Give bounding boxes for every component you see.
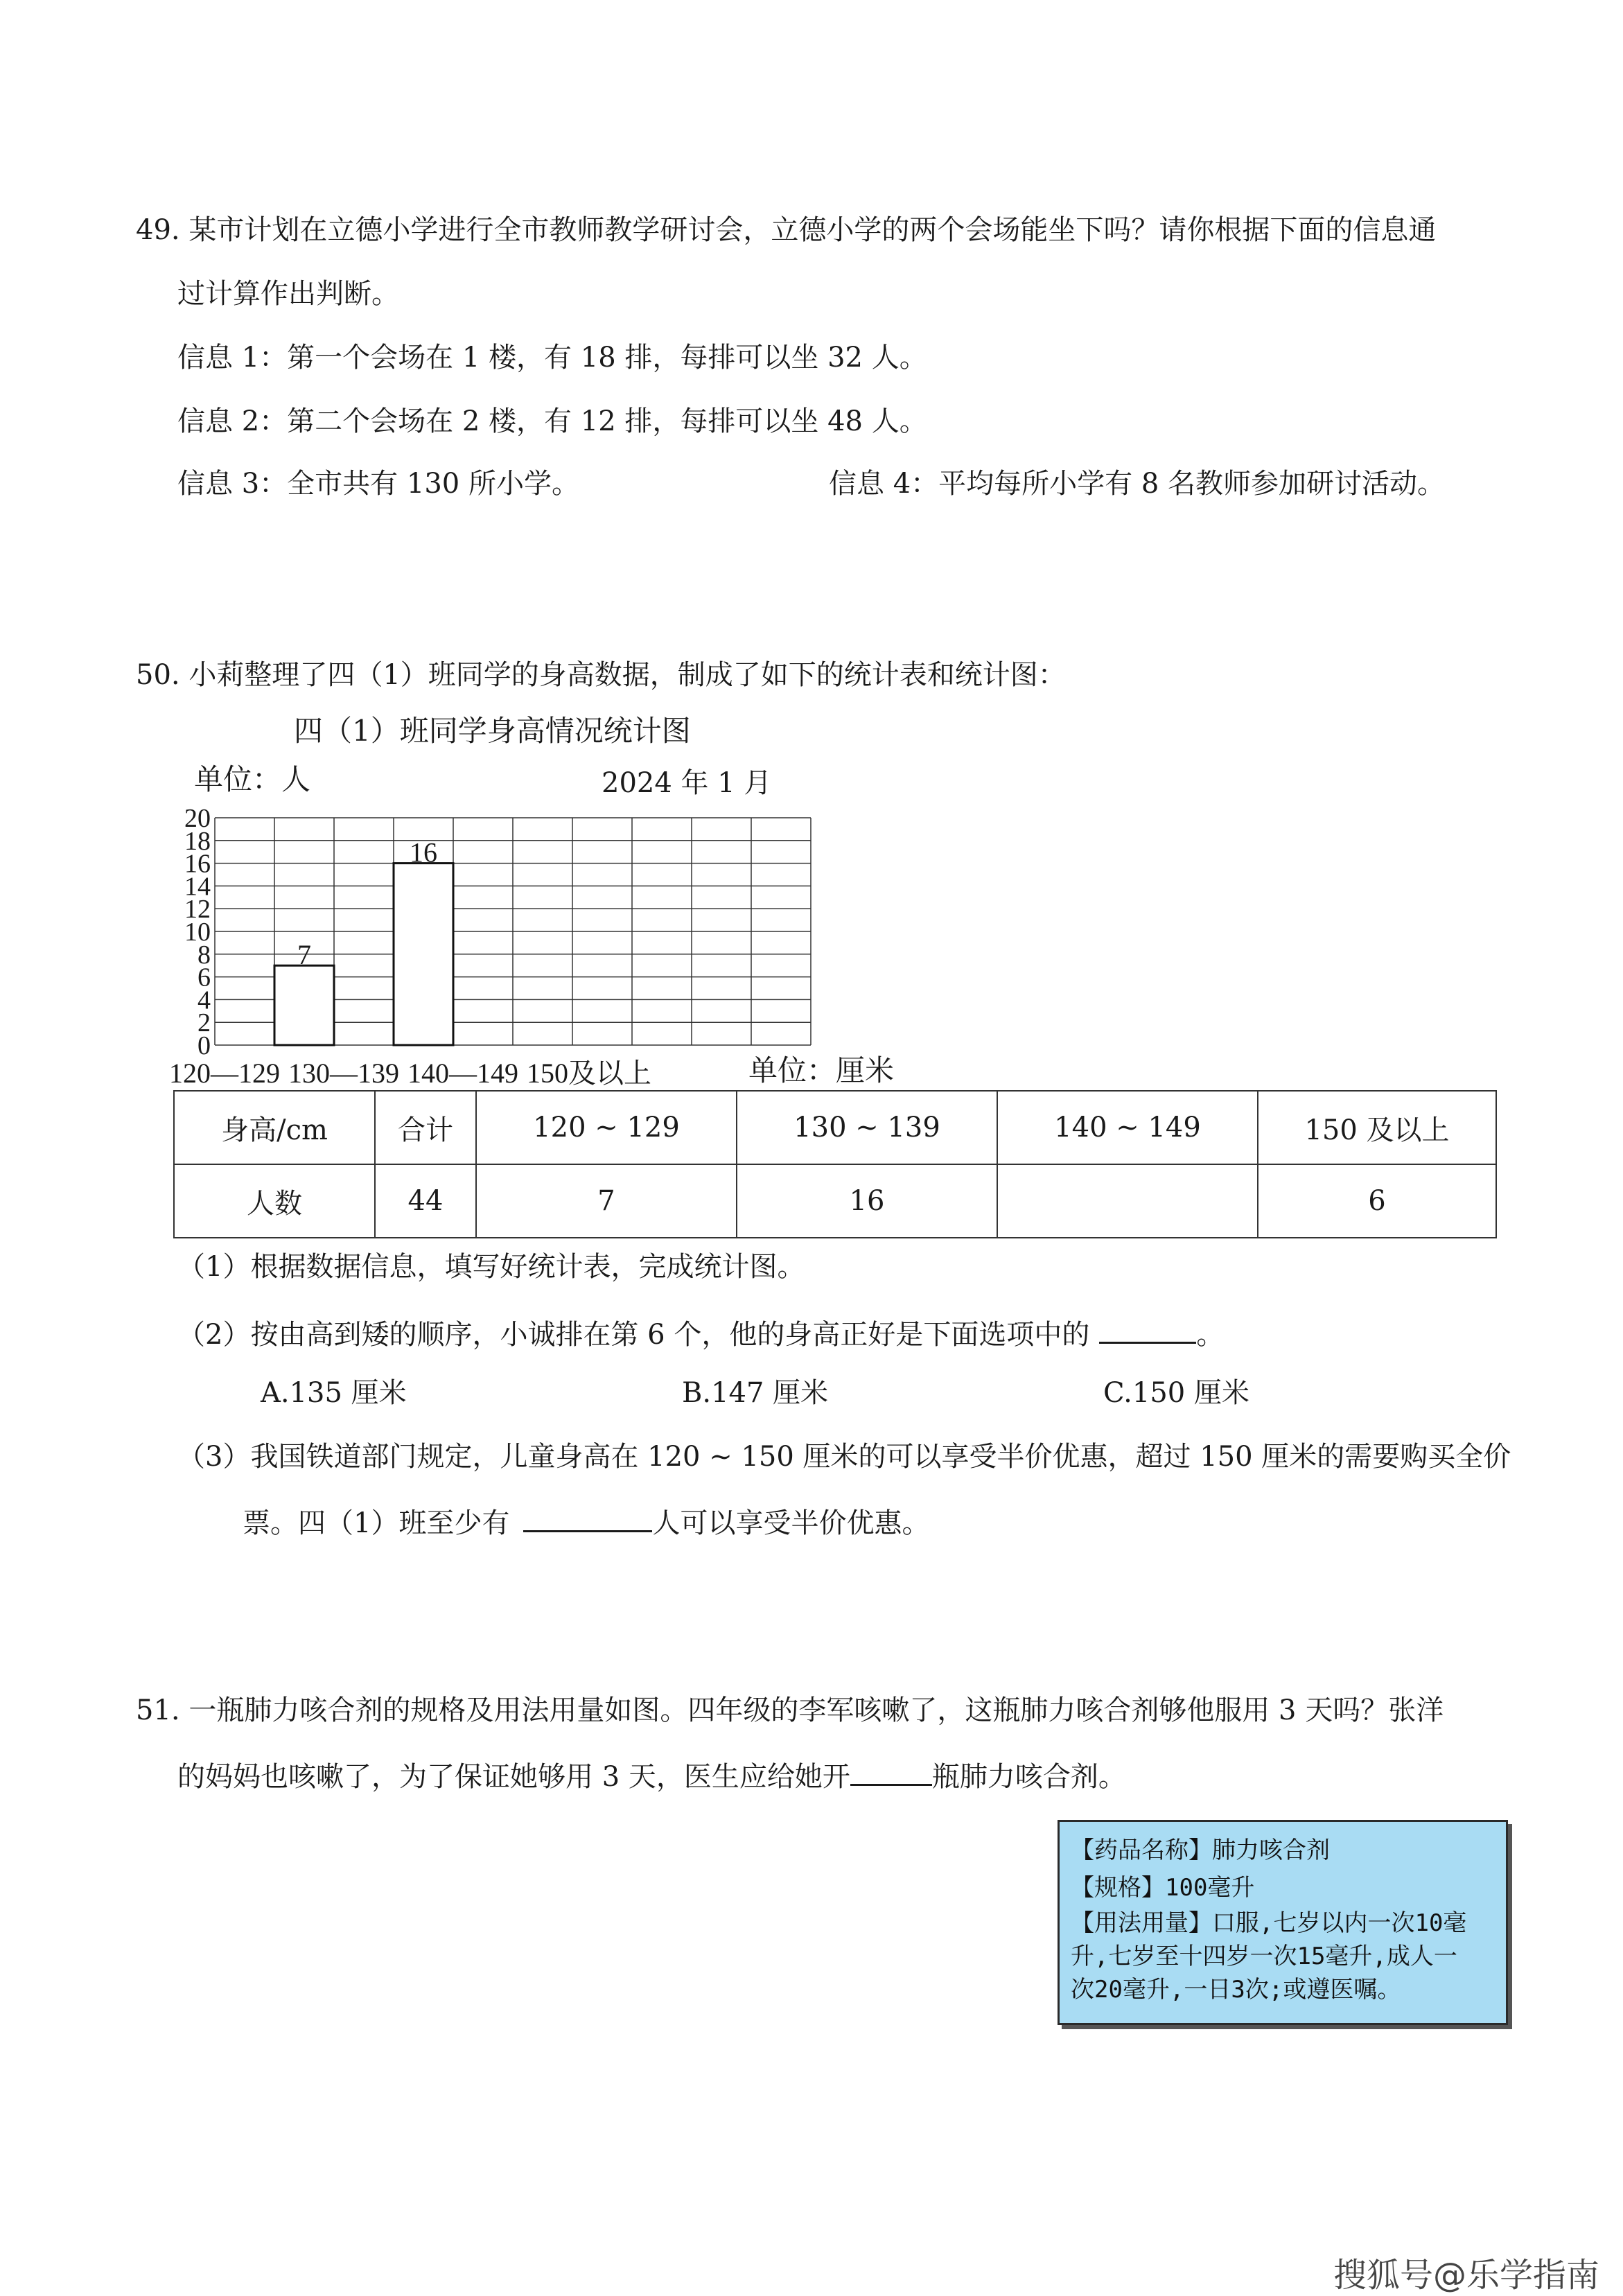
q49-info2: 信息 2：第二个会场在 2 楼，有 12 排，每排可以坐 48 人。 [177, 405, 927, 437]
q49-info1: 信息 1：第一个会场在 1 楼，有 18 排，每排可以坐 32 人。 [177, 342, 927, 374]
table-cell: 140 ~ 149 [997, 1091, 1258, 1164]
table-header-row [174, 1091, 1496, 1164]
y-tick-label: 2 [198, 1008, 211, 1038]
table-cell: 6 [1258, 1164, 1496, 1238]
option-a: A.135 厘米 [261, 1377, 407, 1409]
bar-2 [394, 864, 453, 1045]
q50-sub3-line2 [243, 1505, 929, 1537]
q49-line1: 49. 某市计划在立德小学进行全市教师教学研讨会，立德小学的两个会场能坐下吗？请你根据下面的信息通 [136, 214, 1437, 246]
q50-sub3-text: 票。四（1）班至少有 [243, 1507, 510, 1539]
q50-sub3-end: 人可以享受半价优惠。 [652, 1507, 930, 1539]
q49-info3: 信息 3：全市共有 130 所小学。 [177, 468, 579, 500]
x-category-label: 130—139 [288, 1058, 399, 1089]
q50-sub2 [177, 1317, 1224, 1349]
q50-sub1: （1）根据数据信息，填写好统计表，完成统计图。 [177, 1251, 805, 1283]
q51-line2-end: 瓶肺力咳合剂。 [931, 1761, 1126, 1793]
table-cell: 身高/cm [174, 1091, 375, 1164]
medicine-usage-2: 升,七岁至十四岁一次15毫升,成人一 [1071, 1943, 1457, 1970]
q51-line2-text: 的妈妈也咳嗽了，为了保证她够用 3 天，医生应给她开 [177, 1761, 850, 1793]
table-cell: 7 [476, 1164, 737, 1238]
y-tick-label: 16 [184, 849, 211, 879]
height-stat-table [173, 1090, 1497, 1238]
bar-data-label: 7 [297, 939, 311, 971]
x-category-label: 140—149 [407, 1058, 518, 1089]
answer-blank[interactable] [850, 1759, 932, 1786]
q50-intro: 50. 小莉整理了四（1）班同学的身高数据，制成了如下的统计表和统计图： [136, 659, 1066, 691]
option-b: B.147 厘米 [682, 1377, 829, 1409]
table-row [174, 1164, 1496, 1238]
watermark: 搜狐号@乐学指南 [1333, 2256, 1600, 2295]
medicine-usage-1: 【用法用量】口服,七岁以内一次10毫 [1071, 1909, 1467, 1937]
medicine-usage-3: 次20毫升,一日3次;或遵医嘱。 [1071, 1976, 1401, 2004]
medicine-label-card [1058, 1820, 1508, 2025]
table-cell: 120 ~ 129 [476, 1091, 737, 1164]
table-cell: 44 [375, 1164, 476, 1238]
chart-x-unit-label: 单位：厘米 [748, 1053, 895, 1087]
table-cell-blank[interactable] [997, 1164, 1258, 1238]
y-tick-label: 18 [184, 826, 211, 856]
option-c: C.150 厘米 [1103, 1377, 1249, 1409]
y-tick-label: 6 [198, 963, 211, 992]
x-category-label: 150及以上 [527, 1058, 651, 1089]
table-cell: 150 及以上 [1258, 1091, 1496, 1164]
medicine-spec: 【规格】100毫升 [1071, 1874, 1255, 1902]
y-tick-label: 20 [184, 804, 211, 833]
table-cell: 合计 [375, 1091, 476, 1164]
q49-line2: 过计算作出判断。 [177, 278, 399, 310]
y-tick-label: 12 [184, 895, 211, 924]
q50-sub3-line1: （3）我国铁道部门规定，儿童身高在 120 ~ 150 厘米的可以享受半价优惠，超过 150 厘米的需要购买全价 [177, 1441, 1511, 1473]
table-cell: 130 ~ 139 [737, 1091, 997, 1164]
answer-blank[interactable] [1099, 1317, 1196, 1344]
x-category-label: 120—129 [169, 1058, 280, 1089]
y-tick-label: 0 [198, 1031, 211, 1060]
chart-title: 四（1）班同学身高情况统计图 [294, 714, 691, 748]
answer-blank[interactable] [523, 1505, 652, 1532]
q51-line2 [177, 1759, 1126, 1791]
bar-data-label: 16 [410, 836, 437, 868]
q50-sub2-text: （2）按由高到矮的顺序，小诚排在第 6 个，他的身高正好是下面选项中的 [177, 1319, 1090, 1351]
q49-info4: 信息 4：平均每所小学有 8 名教师参加研讨活动。 [829, 468, 1446, 500]
q51-line1: 51. 一瓶肺力咳合剂的规格及用法用量如图。四年级的李军咳嗽了，这瓶肺力咳合剂够他服用 3 天吗？张洋 [136, 1694, 1444, 1726]
chart-unit-label: 单位：人 [194, 762, 311, 796]
y-tick-label: 8 [198, 940, 211, 970]
bar-1 [274, 965, 334, 1045]
q50-sub2-end: 。 [1196, 1319, 1225, 1351]
table-cell: 16 [737, 1164, 997, 1238]
medicine-name: 【药品名称】肺力咳合剂 [1071, 1837, 1330, 1864]
y-tick-label: 14 [184, 872, 211, 902]
y-tick-label: 10 [184, 918, 211, 947]
chart-date: 2024 年 1 月 [602, 767, 772, 799]
table-cell: 人数 [174, 1164, 375, 1238]
y-tick-label: 4 [198, 985, 211, 1015]
